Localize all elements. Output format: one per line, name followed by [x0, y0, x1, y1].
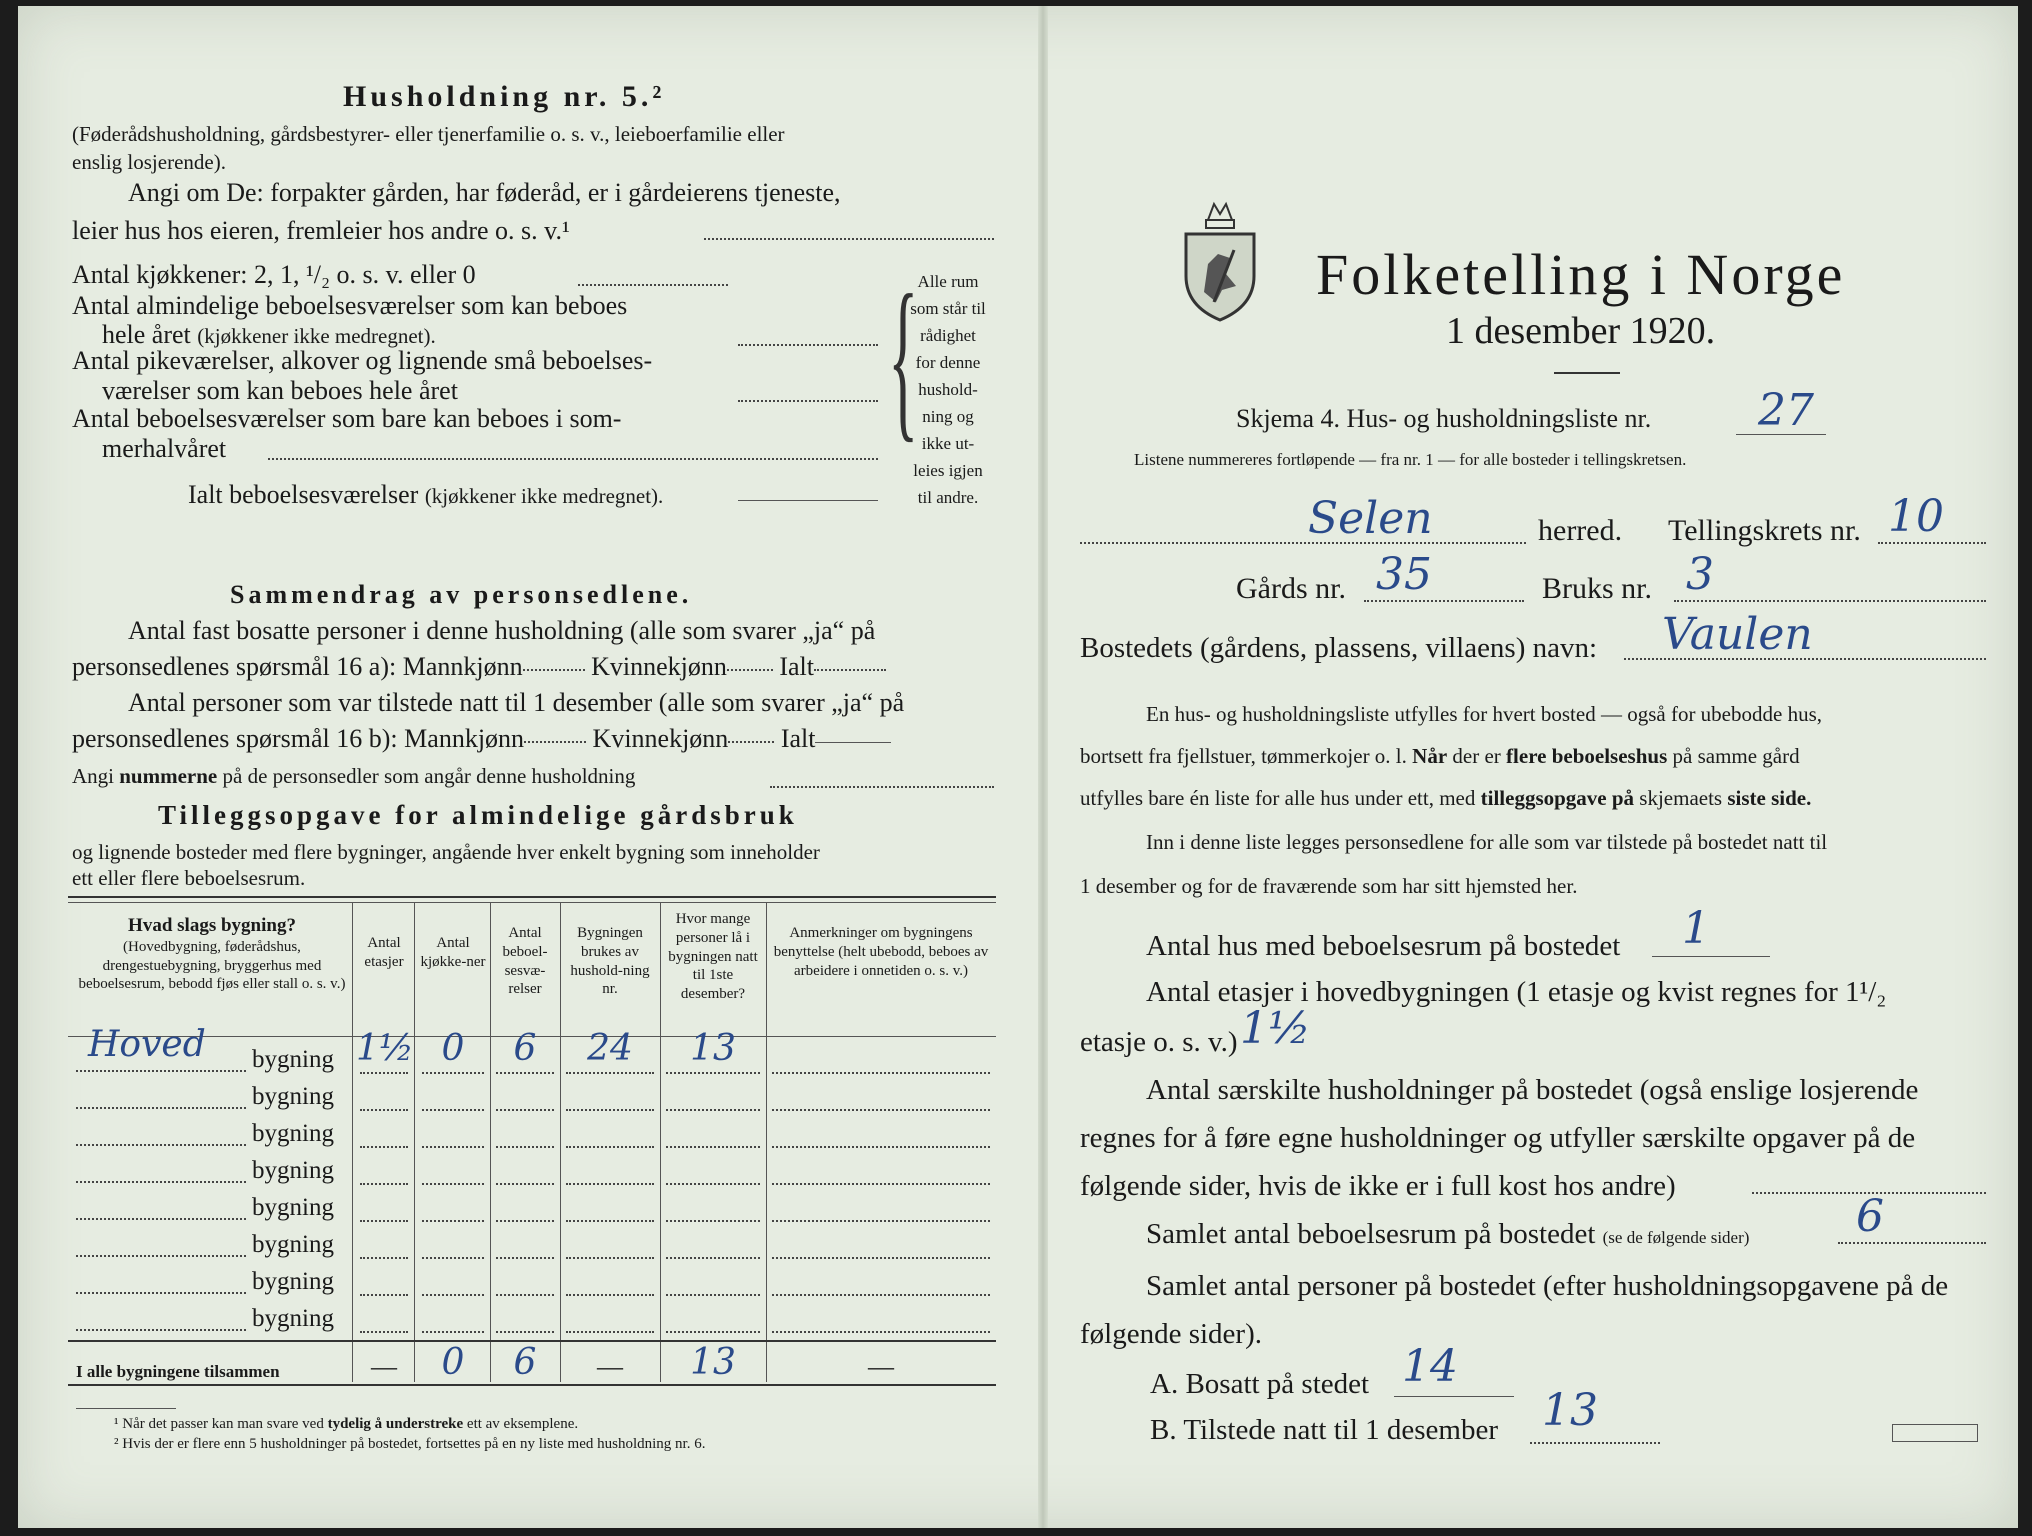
norway-coat-of-arms	[1178, 194, 1262, 324]
bosted-line	[1624, 658, 1986, 660]
building-suffix: bygning	[252, 1120, 334, 1147]
cell-line	[496, 1146, 554, 1148]
side-note-line: til andre.	[917, 488, 979, 507]
rooms-ordinary-label-2: hele året	[102, 320, 191, 349]
household-intro-2: enslig losjerende).	[72, 150, 226, 174]
households-label-1: Antal særskilte husholdninger på bostedet (også enslige losjerende	[1146, 1074, 1919, 1106]
numbers-line-b: nummerne	[119, 764, 218, 788]
cell-line	[422, 1072, 484, 1074]
supplement-text-2: ett eller flere beboelsesrum.	[72, 866, 306, 890]
schema-number-line	[1736, 434, 1826, 435]
cell-line	[772, 1257, 990, 1259]
info-para-1-line-2a: bortsett fra fjellstuer, tømmerkojer o. l.	[1080, 744, 1407, 768]
summary-resident-female-label: Kvinnekjønn	[591, 652, 727, 681]
cell-line	[566, 1331, 654, 1333]
rooms-summer-answer-line	[268, 458, 878, 460]
cell-line	[666, 1072, 760, 1074]
total-floors: —	[371, 1352, 397, 1381]
info-para-1-line-3a: utfylles bare én liste for alle hus under ett, med	[1080, 786, 1476, 810]
cell-line	[422, 1220, 484, 1222]
info-para-1-line-3c: skjemaets	[1639, 786, 1723, 810]
cell-line	[496, 1072, 554, 1074]
cell-rooms: 6	[513, 1028, 537, 1069]
rooms-total-answer-line	[738, 500, 878, 501]
printer-stamp	[1892, 1424, 1978, 1442]
rooms-total-note: (kjøkkener ikke medregnet).	[424, 484, 664, 508]
floors-value: 1½	[1240, 1003, 1311, 1054]
side-note-line: ikke ut-	[921, 434, 975, 453]
resident-value: 14	[1402, 1341, 1458, 1392]
summary-present-total-label: Ialt	[780, 724, 816, 753]
cell-line	[772, 1146, 990, 1148]
cell-line	[496, 1109, 554, 1111]
cell-line	[496, 1294, 554, 1296]
col-divider	[766, 902, 767, 1382]
building-type-line	[76, 1181, 246, 1183]
side-note-line: for denne	[915, 353, 981, 372]
summary-present-female-label: Kvinnekjønn	[592, 724, 729, 753]
cell-line	[360, 1331, 408, 1333]
total-persons: 13	[690, 1342, 736, 1383]
col-divider	[490, 902, 491, 1382]
rooms-small-answer-line	[738, 400, 878, 402]
footnote-1b: tydelig å understreke	[327, 1416, 464, 1432]
gards-value: 35	[1376, 549, 1432, 600]
cell-line	[360, 1294, 408, 1296]
cell-line	[360, 1183, 408, 1185]
info-para-1-line-2b: Når	[1412, 744, 1448, 768]
cell-line	[566, 1183, 654, 1185]
rooms-ordinary-label-1: Antal almindelige beboelsesværelser som kan beboes	[72, 291, 628, 320]
col-head-rooms: Antal beboel-sesvæ-relser	[502, 925, 548, 998]
col-head-persons: Hvor mange personer lå i bygningen natt til 1ste desember?	[668, 911, 758, 1002]
building-suffix: bygning	[252, 1194, 334, 1221]
footnote-2: ² Hvis der er flere enn 5 husholdninger på bostedet, fortsettes på en ny liste med husholdning nr. 6.	[114, 1436, 706, 1452]
side-note	[900, 268, 996, 511]
supplement-title: Tilleggsopgave for almindelige gårdsbruk	[158, 800, 798, 830]
cell-household: 24	[587, 1028, 633, 1069]
col-head-floors: Antal etasjer	[364, 935, 404, 970]
krets-label: Tellingskrets nr.	[1668, 514, 1861, 547]
bruks-label: Bruks nr.	[1542, 572, 1653, 605]
cell-line	[360, 1257, 408, 1259]
building-type-line	[76, 1107, 246, 1109]
info-para-2-line-1: Inn i denne liste legges personsedlene for alle som var tilstede på bostedet natt til	[1146, 830, 1828, 854]
houses-line	[1652, 956, 1770, 957]
herred-value: Selen	[1308, 493, 1433, 544]
building-type-line	[76, 1292, 246, 1294]
cell-line	[566, 1109, 654, 1111]
bruks-line	[1674, 600, 1986, 602]
rooms-value: 6	[1856, 1191, 1884, 1242]
summary-resident-label: personsedlenes spørsmål 16 a): Mannkjønn	[72, 652, 523, 681]
supplement-text-1: og lignende bosteder med flere bygninger, angående hver enkelt bygning som inneholder	[72, 840, 820, 864]
households-label-3: følgende sider, hvis de ikke er i full kost hos andre)	[1080, 1170, 1676, 1202]
cell-line	[566, 1294, 654, 1296]
cell-line	[496, 1257, 554, 1259]
cell-line	[772, 1294, 990, 1296]
form-date: 1 desember 1920.	[1446, 310, 1716, 352]
question-occupancy-2: leier hus hos eieren, fremleier hos andre o. s. v.¹	[72, 216, 570, 245]
bruks-value: 3	[1686, 549, 1714, 600]
houses-label: Antal hus med beboelsesrum på bostedet	[1146, 930, 1621, 962]
side-note-line: Alle rum	[917, 272, 979, 291]
resident-line	[1394, 1396, 1514, 1397]
rooms-ordinary-answer-line	[738, 344, 878, 346]
col-head-notes: Anmerkninger om bygningens benyttelse (helt ubebodd, beboes av arbeidere i onnetiden o. s. v.)	[773, 925, 989, 979]
present-value: 13	[1542, 1385, 1598, 1436]
building-type-line	[76, 1329, 246, 1331]
bosted-value: Vaulen	[1662, 609, 1813, 660]
cell-line	[360, 1109, 408, 1111]
schema-note: Listene nummereres fortløpende — fra nr. 1 — for alle bosteder i tellingskretsen.	[1134, 450, 1687, 469]
houses-value: 1	[1682, 903, 1710, 954]
building-type-line	[76, 1218, 246, 1220]
rooms-ordinary-note: (kjøkkener ikke medregnet).	[197, 324, 436, 348]
col-head-kitchens: Antal kjøkke-ner	[420, 935, 486, 970]
form-title: Folketelling i Norge	[1316, 242, 1846, 307]
cell-line	[360, 1220, 408, 1222]
summary-present-line-1: Antal personer som var tilstede natt til 1 desember (alle som svarer „ja“ på	[128, 688, 905, 717]
side-note-line: ning og	[922, 407, 974, 426]
resident-label: A. Bosatt på stedet	[1150, 1368, 1370, 1400]
brace-symbol: {	[888, 258, 919, 457]
rooms-note: (se de følgende sider)	[1602, 1228, 1750, 1247]
footnote-1a: ¹ Når det passer kan man svare ved	[114, 1416, 324, 1432]
rooms-summer-label-1: Antal beboelsesværelser som bare kan beboes i som-	[72, 404, 622, 433]
building-suffix: bygning	[252, 1305, 334, 1332]
floors-label-2: etasje o. s. v.)	[1080, 1026, 1238, 1058]
building-suffix: bygning	[252, 1231, 334, 1258]
question-occupancy-1: Angi om De: forpakter gården, har føderåd, er i gårdeierens tjeneste,	[128, 178, 841, 207]
numbers-line-a: Angi	[72, 764, 114, 788]
col-divider	[352, 902, 353, 1382]
cell-line	[422, 1183, 484, 1185]
col-head-type-note: (Hovedbygning, føderådshus, drengestuebygning, bryggerhus med beboelsesrum, bebodd fjøs eller stall o. s. v.)	[78, 938, 346, 993]
building-type-line	[76, 1255, 246, 1257]
cell-line	[666, 1109, 760, 1111]
cell-line	[360, 1072, 408, 1074]
herred-label: herred.	[1538, 514, 1623, 547]
floors-label-1: Antal etasjer i hovedbygningen (1 etasje og kvist regnes for 1¹/₂	[1146, 976, 1887, 1008]
persons-label-2: følgende sider).	[1080, 1318, 1262, 1350]
info-para-1-line-2e: på samme gård	[1672, 744, 1800, 768]
cell-line	[422, 1109, 484, 1111]
total-label: I alle bygningene tilsammen	[76, 1362, 280, 1381]
answer-line-occupancy	[704, 238, 994, 240]
col-head-household: Bygningen brukes av hushold-ning nr.	[570, 925, 650, 998]
present-line	[1530, 1442, 1660, 1444]
cell-line	[360, 1146, 408, 1148]
table-bottom-rule	[68, 1384, 996, 1386]
col-divider	[414, 902, 415, 1382]
building-suffix: bygning	[252, 1157, 334, 1184]
gards-label: Gårds nr.	[1236, 572, 1346, 605]
building-suffix: bygning	[252, 1268, 334, 1295]
gards-line	[1364, 600, 1524, 602]
rooms-line	[1838, 1242, 1986, 1244]
schema-label: Skjema 4. Hus- og husholdningsliste nr.	[1236, 404, 1652, 433]
cell-line	[772, 1109, 990, 1111]
building-type: Hoved	[88, 1024, 206, 1065]
total-kitchens: 0	[441, 1342, 465, 1383]
rooms-small-label-1: Antal pikeværelser, alkover og lignende små beboelses-	[72, 346, 653, 375]
krets-line	[1878, 542, 1986, 544]
summary-present-label: personsedlenes spørsmål 16 b): Mannkjønn	[72, 724, 525, 753]
table-top-rule	[68, 896, 996, 898]
info-para-1-line-1: En hus- og husholdningsliste utfylles for hvert bosted — også for ubebodde hus,	[1146, 702, 1822, 726]
cell-line	[772, 1220, 990, 1222]
cell-line	[566, 1257, 654, 1259]
persons-label-1: Samlet antal personer på bostedet (efter husholdningsopgavene på de	[1146, 1270, 1949, 1302]
cell-line	[496, 1220, 554, 1222]
schema-number: 27	[1758, 385, 1814, 436]
cell-persons: 13	[690, 1028, 736, 1069]
census-form-sheet	[18, 6, 2018, 1528]
info-para-1-line-3b: tilleggsopgave på	[1480, 786, 1635, 810]
page-fold	[1038, 6, 1048, 1528]
cell-line	[666, 1257, 760, 1259]
kitchens-label: Antal kjøkkener: 2, 1, ¹/₂ o. s. v. eller 0	[72, 260, 476, 289]
numbers-answer-line	[770, 786, 994, 788]
info-para-2-line-2: 1 desember og for de fraværende som har sitt hjemsted her.	[1080, 874, 1578, 898]
side-note-line: hushold-	[918, 380, 978, 399]
cell-floors: 1½	[356, 1028, 414, 1069]
building-suffix: bygning	[252, 1046, 334, 1073]
krets-value: 10	[1888, 491, 1944, 542]
total-household: —	[597, 1352, 623, 1381]
households-label-2: regnes for å føre egne husholdninger og utfyller særskilte opgaver på de	[1080, 1122, 1916, 1154]
cell-line	[772, 1072, 990, 1074]
cell-line	[566, 1146, 654, 1148]
side-note-line: leies igjen	[913, 461, 983, 480]
rooms-summer-label-2: merhalvåret	[102, 434, 227, 463]
bosted-label: Bostedets (gårdens, plassens, villaens) navn:	[1080, 632, 1598, 664]
herred-line	[1080, 542, 1526, 544]
cell-line	[666, 1220, 760, 1222]
footnote-1c: ett av eksemplene.	[466, 1416, 579, 1432]
total-rooms: 6	[513, 1342, 537, 1383]
cell-line	[566, 1072, 654, 1074]
title-rule	[1554, 372, 1620, 374]
summary-title: Sammendrag av personsedlene.	[230, 580, 693, 609]
cell-line	[666, 1331, 760, 1333]
cell-line	[422, 1331, 484, 1333]
cell-line	[422, 1146, 484, 1148]
rooms-total-label: Ialt beboelsesværelser	[188, 480, 419, 509]
total-notes: —	[868, 1352, 894, 1381]
summary-resident-line-1: Antal fast bosatte personer i denne husholdning (alle som svarer „ja“ på	[128, 616, 876, 645]
kitchens-answer-line	[578, 284, 728, 286]
info-para-1-line-2d: flere beboelseshus	[1506, 744, 1668, 768]
cell-line	[422, 1294, 484, 1296]
building-type-line	[76, 1070, 246, 1072]
cell-line	[666, 1183, 760, 1185]
col-divider	[660, 902, 661, 1382]
cell-line	[666, 1146, 760, 1148]
rooms-label: Samlet antal beboelsesrum på bostedet	[1146, 1218, 1596, 1250]
household-title: Husholdning nr. 5.²	[343, 80, 666, 113]
side-note-line: rådighet	[920, 326, 976, 345]
numbers-line-c: på de personsedler som angår denne husholdning	[222, 764, 636, 788]
info-para-1-line-3d: siste side.	[1727, 786, 1812, 810]
building-type-line	[76, 1144, 246, 1146]
building-suffix: bygning	[252, 1083, 334, 1110]
col-divider	[560, 902, 561, 1382]
info-para-1-line-2c: der er	[1452, 744, 1501, 768]
cell-line	[772, 1183, 990, 1185]
footnote-rule	[76, 1408, 176, 1409]
cell-line	[422, 1257, 484, 1259]
rooms-small-label-2: værelser som kan beboes hele året	[102, 376, 458, 405]
cell-line	[496, 1331, 554, 1333]
side-note-line: som står til	[910, 299, 986, 318]
summary-resident-total-label: Ialt	[779, 652, 815, 681]
household-intro-1: (Føderådshusholdning, gårdsbestyrer- eller tjenerfamilie o. s. v., leieboerfamilie eller	[72, 122, 785, 146]
table-top-rule-2	[68, 902, 996, 903]
cell-line	[566, 1220, 654, 1222]
cell-line	[772, 1331, 990, 1333]
present-label: B. Tilstede natt til 1 desember	[1150, 1414, 1498, 1446]
col-head-type: Hvad slags bygning?	[128, 915, 296, 936]
cell-line	[496, 1183, 554, 1185]
cell-kitchens: 0	[441, 1028, 465, 1069]
cell-line	[666, 1294, 760, 1296]
